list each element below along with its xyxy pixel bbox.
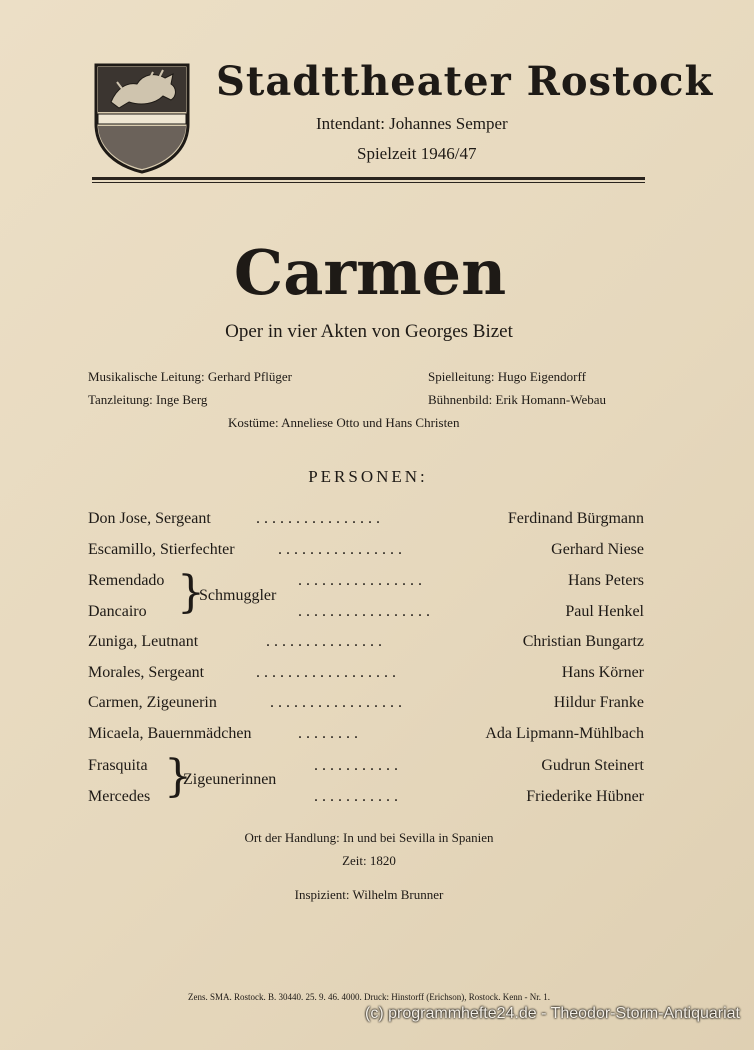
group-label-gypsies: Zigeunerinnen [183, 771, 277, 788]
group-label-smugglers: Schmuggler [199, 587, 277, 604]
setting-time: Zeit: 1820 [342, 853, 396, 868]
cast-role: Micaela, Bauernmädchen [88, 725, 252, 742]
header-divider-thin [92, 182, 645, 183]
leader-dots: . . . . . . . . . . . . . . . . . [270, 694, 402, 711]
cast-role: Escamillo, Stierfechter [88, 541, 235, 558]
header-divider [92, 177, 645, 180]
leader-dots: . . . . . . . . . . . . . . . . [298, 572, 422, 589]
credit-dance: Tanzleitung: Inge Berg [88, 392, 208, 407]
leader-dots: . . . . . . . . . . . . . . . [266, 633, 382, 650]
cast-actor: Paul Henkel [565, 603, 644, 620]
copyright-watermark: (c) programmhefte24.de - Theodor-Storm-Antiquariat [365, 1005, 740, 1022]
cast-actor: Christian Bungartz [522, 633, 644, 650]
personen-heading: PERSONEN: [308, 467, 428, 486]
credit-stage: Bühnenbild: Erik Homann-Webau [428, 392, 607, 407]
leader-dots: . . . . . . . . . . . [314, 788, 398, 805]
theatre-title: Stadttheater Rostock [216, 58, 714, 105]
rostock-coat-of-arms-icon [93, 62, 191, 174]
cast-role: Zuniga, Leutnant [88, 633, 199, 650]
cast-actor: Ada Lipmann-Mühlbach [485, 725, 644, 742]
cast-row [88, 603, 644, 625]
cast-role: Carmen, Zigeunerin [88, 694, 217, 711]
cast-role: Dancairo [88, 603, 147, 620]
brace-smugglers: } [177, 567, 205, 618]
season-line: Spielzeit 1946/47 [357, 144, 477, 163]
leader-dots: . . . . . . . . . . . . . . . . . [298, 603, 430, 620]
cast-row [88, 541, 644, 563]
cast-row [88, 725, 644, 747]
print-footer: Zens. SMA. Rostock. B. 30440. 25. 9. 46. 4000. Druck: Hinstorff (Erichson), Rostock. Kenn - Nr. 1. [187, 992, 551, 1002]
inspizient-line: Inspizient: Wilhelm Brunner [294, 887, 444, 902]
credit-direction: Spielleitung: Hugo Eigendorff [428, 369, 586, 384]
cast-row [88, 633, 644, 655]
credit-costumes: Kostüme: Anneliese Otto und Hans Christen [228, 415, 460, 430]
leader-dots: . . . . . . . . . . . [314, 757, 398, 774]
setting-place: Ort der Handlung: In und bei Sevilla in Spanien [244, 830, 494, 845]
cast-row [88, 510, 644, 532]
cast-row [88, 572, 644, 594]
cast-actor: Ferdinand Bürgmann [507, 510, 644, 527]
cast-row [88, 694, 644, 716]
cast-role: Morales, Sergeant [88, 664, 205, 681]
brace-gypsies: } [164, 751, 192, 802]
cast-role: Frasquita [88, 757, 148, 774]
cast-actor: Gudrun Steinert [541, 757, 644, 774]
intendant-line: Intendant: Johannes Semper [316, 114, 508, 133]
leader-dots: . . . . . . . . [298, 725, 358, 742]
credit-music: Musikalische Leitung: Gerhard Pflüger [88, 369, 292, 384]
cast-role: Mercedes [88, 788, 151, 805]
cast-actor: Gerhard Niese [551, 541, 644, 558]
cast-row [88, 664, 644, 686]
cast-actor: Friederike Hübner [526, 788, 644, 805]
cast-actor: Hans Peters [568, 572, 644, 589]
opera-subtitle: Oper in vier Akten von Georges Bizet [225, 321, 513, 342]
opera-title: Carmen [233, 236, 507, 309]
cast-actor: Hans Körner [561, 664, 644, 681]
leader-dots: . . . . . . . . . . . . . . . . [256, 510, 380, 527]
cast-role: Don Jose, Sergeant [88, 510, 211, 527]
leader-dots: . . . . . . . . . . . . . . . . [278, 541, 402, 558]
leader-dots: . . . . . . . . . . . . . . . . . . [256, 664, 396, 681]
cast-role: Remendado [88, 572, 165, 589]
cast-actor: Hildur Franke [553, 694, 644, 711]
